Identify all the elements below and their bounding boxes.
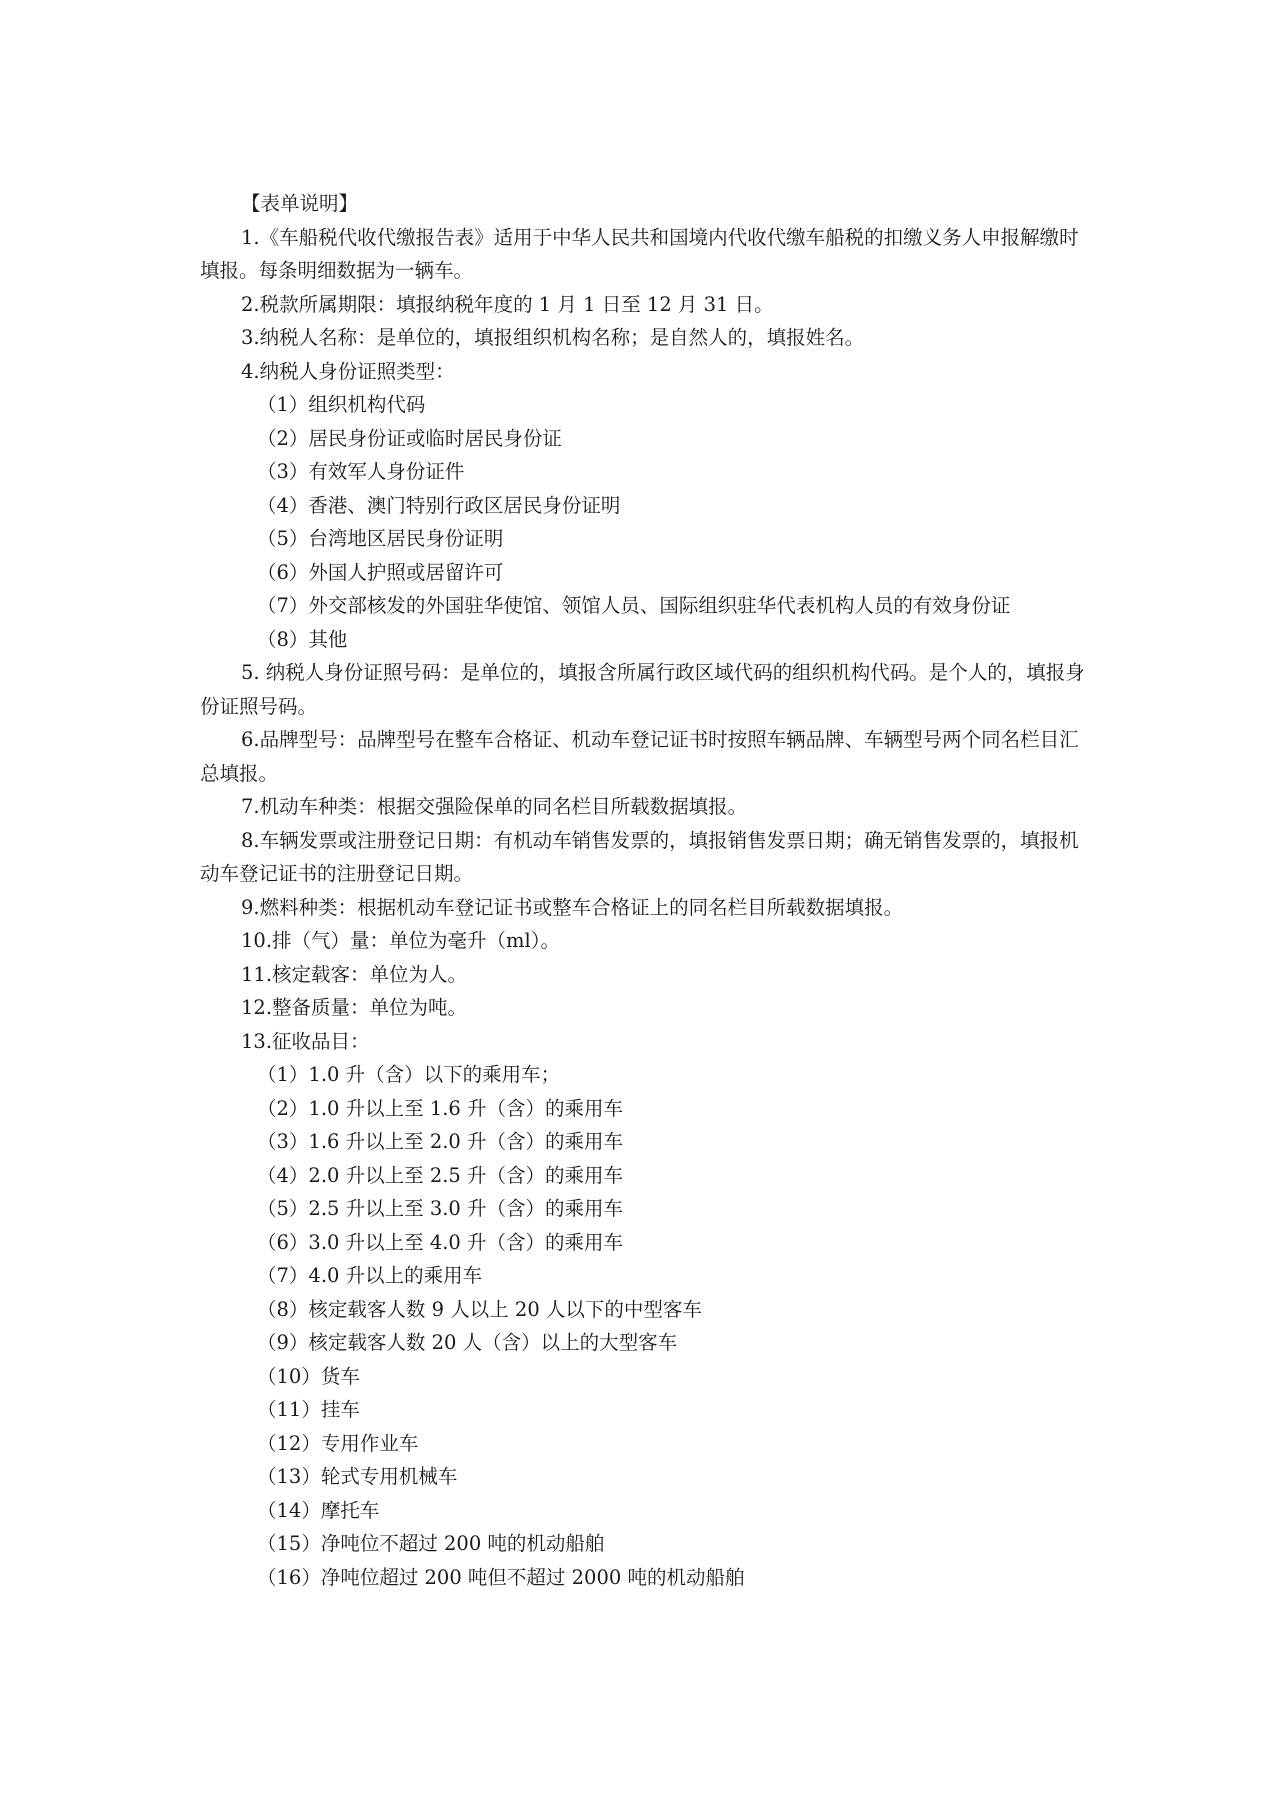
section-heading: 【表单说明】 [241, 192, 359, 215]
instruction-subitem: （7）4.0 升以上的乘用车 [257, 1264, 483, 1287]
instruction-subitem: （8）其他 [257, 627, 348, 651]
instruction-item: 4.纳税人身份证照类型： [241, 359, 455, 383]
instruction-subitem: （11）挂车 [257, 1398, 360, 1421]
instruction-subitem: （14）摩托车 [257, 1498, 380, 1522]
instruction-subitem: （4）2.0 升以上至 2.5 升（含）的乘用车 [257, 1163, 624, 1187]
instruction-subitem: （12）专用作业车 [257, 1431, 419, 1455]
instruction-item: 6.品牌型号：品牌型号在整车合格证、机动车登记证书时按照车辆品牌、车辆型号两个同名栏目汇总填报。 [200, 728, 1079, 785]
instruction-item: 2.税款所属期限：填报纳税年度的 1 月 1 日至 12 月 31 日。 [241, 292, 774, 316]
instruction-item: 13.征收品目： [241, 1029, 370, 1053]
instruction-subitem: （6）外国人护照或居留许可 [257, 560, 504, 584]
instruction-subitem: （5）台湾地区居民身份证明 [257, 527, 504, 550]
instruction-subitem: （2）1.0 升以上至 1.6 升（含）的乘用车 [257, 1096, 624, 1120]
instruction-item: 5. 纳税人身份证照号码：是单位的，填报含所属行政区域代码的组织机构代码。是个人的，填报身份证照号码。 [200, 661, 1085, 718]
instruction-item: 11.核定载客：单位为人。 [241, 962, 468, 986]
instruction-subitem: （16）净吨位超过 200 吨但不超过 2000 吨的机动船舶 [257, 1565, 745, 1589]
instruction-item: 12.整备质量：单位为吨。 [241, 996, 468, 1019]
instruction-subitem: （3）1.6 升以上至 2.0 升（含）的乘用车 [257, 1130, 624, 1153]
instruction-list [200, 221, 1085, 1595]
instruction-item: 8.车辆发票或注册登记日期：有机动车销售发票的，填报销售发票日期；确无销售发票的，填报机动车登记证书的注册登记日期。 [200, 828, 1079, 885]
instruction-subitem: （9）核定载客人数 20 人（含）以上的大型客车 [257, 1331, 678, 1354]
instruction-subitem: （7）外交部核发的外国驻华使馆、领馆人员、国际组织驻华代表机构人员的有效身份证 [257, 594, 1011, 617]
instruction-subitem: （15）净吨位不超过 200 吨的机动船舶 [257, 1532, 605, 1555]
instruction-item: 1.《车船税代收代缴报告表》适用于中华人民共和国境内代收代缴车船税的扣缴义务人申报解缴时填报。每条明细数据为一辆车。 [200, 225, 1079, 282]
instruction-subitem: （3）有效军人身份证件 [257, 460, 465, 483]
instruction-subitem: （6）3.0 升以上至 4.0 升（含）的乘用车 [257, 1230, 624, 1254]
instruction-subitem: （1）组织机构代码 [257, 393, 426, 416]
instruction-item: 3.纳税人名称：是单位的，填报组织机构名称；是自然人的，填报姓名。 [241, 326, 865, 349]
form-instructions [200, 187, 1085, 1594]
instruction-item: 9.燃料种类：根据机动车登记证书或整车合格证上的同名栏目所载数据填报。 [241, 895, 904, 919]
instruction-subitem: （5）2.5 升以上至 3.0 升（含）的乘用车 [257, 1197, 624, 1220]
instruction-subitem: （1）1.0 升（含）以下的乘用车； [257, 1063, 561, 1086]
instruction-subitem: （8）核定载客人数 9 人以上 20 人以下的中型客车 [257, 1297, 702, 1321]
instruction-item: 7.机动车种类：根据交强险保单的同名栏目所载数据填报。 [241, 795, 748, 818]
instruction-subitem: （10）货车 [257, 1364, 360, 1388]
instruction-subitem: （13）轮式专用机械车 [257, 1465, 458, 1488]
instruction-subitem: （2）居民身份证或临时居民身份证 [257, 426, 562, 450]
instruction-item: 10.排（气）量：单位为毫升（ml）。 [241, 929, 560, 952]
instruction-subitem: （4）香港、澳门特别行政区居民身份证明 [257, 493, 621, 517]
